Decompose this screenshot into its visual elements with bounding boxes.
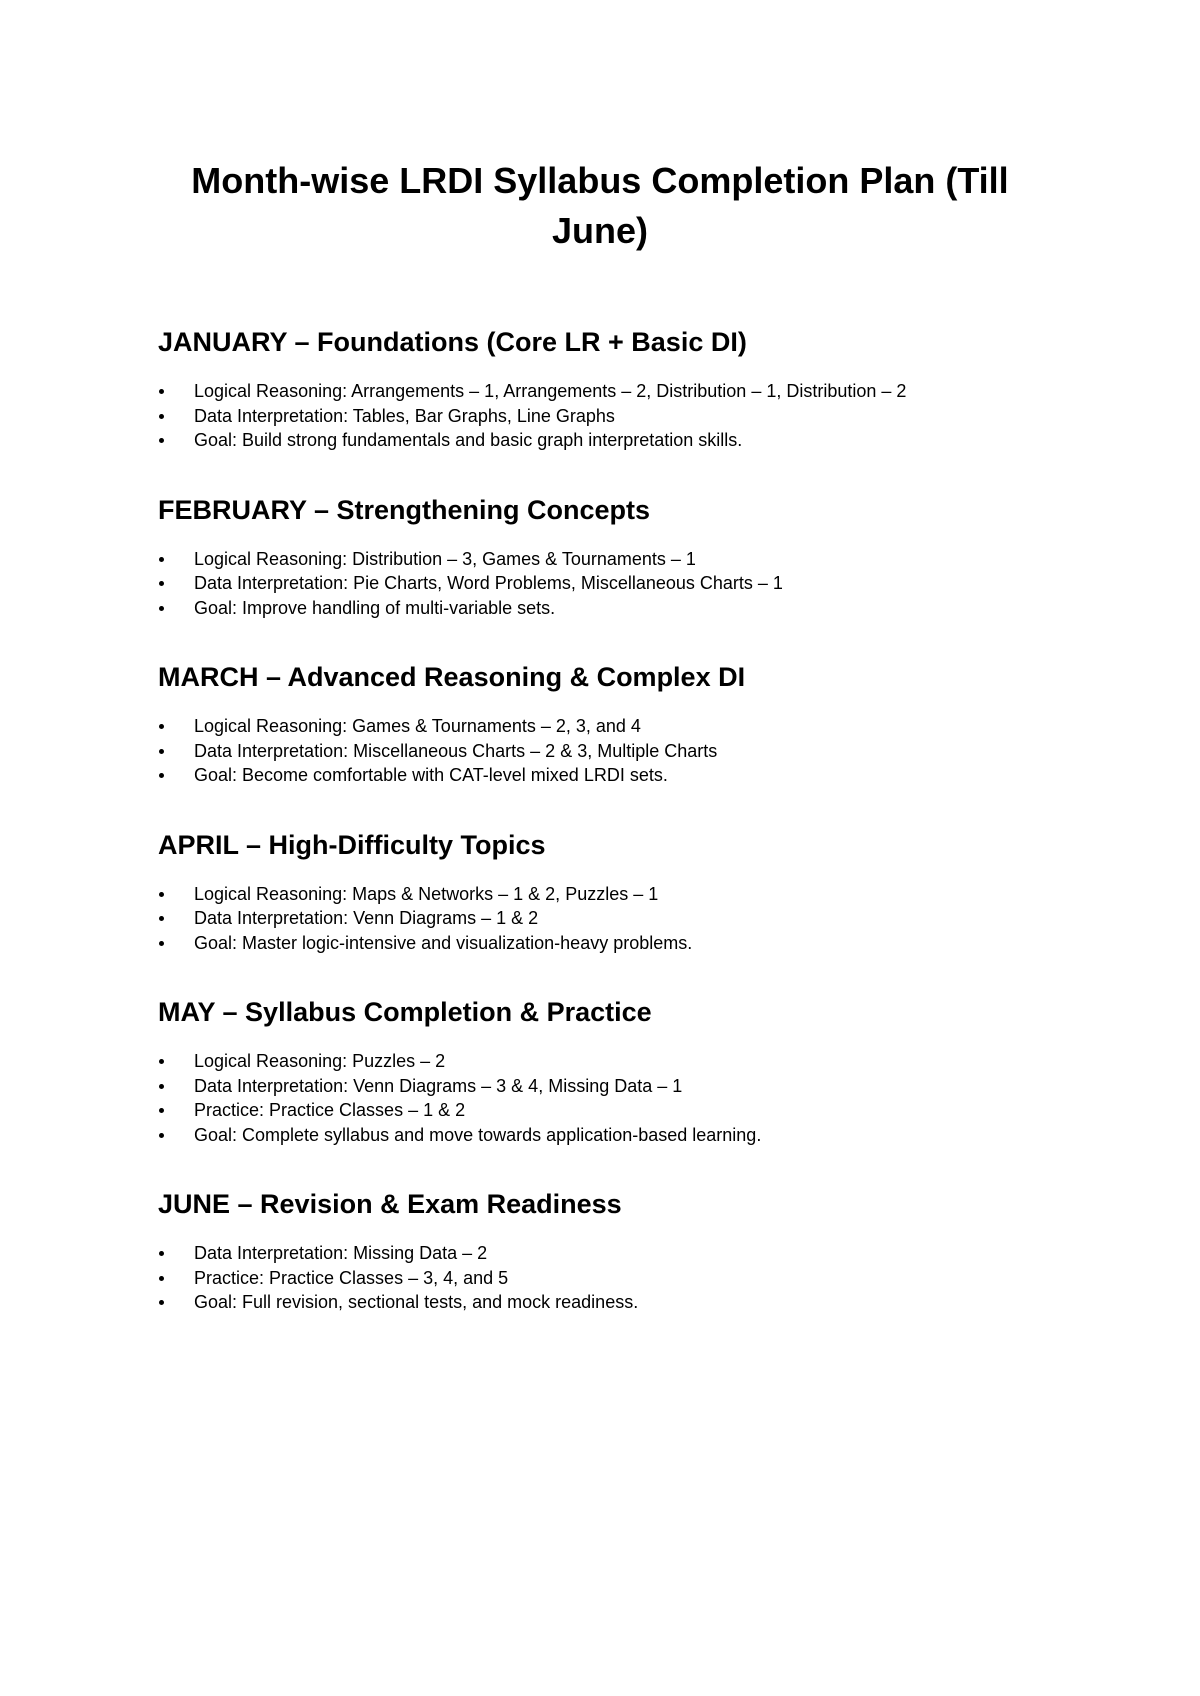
bullet-icon bbox=[159, 389, 164, 394]
list-item-text: Logical Reasoning: Games & Tournaments – 2, 3, and 4 bbox=[194, 716, 641, 736]
bullet-list bbox=[158, 1241, 1118, 1315]
bullet-icon bbox=[159, 557, 164, 562]
list-item bbox=[158, 714, 1118, 739]
list-item bbox=[158, 596, 1118, 621]
bullet-list bbox=[158, 882, 1118, 956]
list-item bbox=[158, 1290, 1118, 1315]
list-item bbox=[158, 1074, 1118, 1099]
section-june bbox=[158, 1187, 1118, 1315]
document-title: Month-wise LRDI Syllabus Completion Plan (Till June) bbox=[191, 160, 1009, 251]
list-item-text: Data Interpretation: Tables, Bar Graphs, Line Graphs bbox=[194, 405, 615, 426]
section-may bbox=[158, 995, 1118, 1147]
list-item-text: Practice: Practice Classes – 3, 4, and 5 bbox=[194, 1267, 509, 1288]
section-heading: APRIL – High-Difficulty Topics bbox=[158, 829, 546, 860]
list-item bbox=[158, 882, 1118, 907]
bullet-list bbox=[158, 379, 1118, 453]
month-sections bbox=[158, 325, 1118, 1355]
bullet-icon bbox=[159, 1276, 164, 1281]
list-item-text: Data Interpretation: Missing Data – 2 bbox=[194, 1243, 488, 1263]
bullet-icon bbox=[159, 1300, 164, 1305]
list-item bbox=[158, 1241, 1118, 1266]
list-item bbox=[158, 1098, 1118, 1123]
bullet-icon bbox=[159, 773, 164, 778]
bullet-icon bbox=[159, 749, 164, 754]
list-item bbox=[158, 428, 1118, 453]
list-item-text: Goal: Become comfortable with CAT-level mixed LRDI sets. bbox=[194, 765, 668, 785]
bullet-list bbox=[158, 1049, 1118, 1147]
bullet-icon bbox=[159, 724, 164, 729]
bullet-icon bbox=[159, 1084, 164, 1089]
section-heading: JUNE – Revision & Exam Readiness bbox=[158, 1189, 622, 1219]
list-item-text: Goal: Complete syllabus and move towards application-based learning. bbox=[194, 1124, 762, 1145]
list-item-text: Goal: Full revision, sectional tests, and mock readiness. bbox=[194, 1292, 639, 1312]
list-item-text: Logical Reasoning: Distribution – 3, Games & Tournaments – 1 bbox=[194, 548, 696, 569]
list-item bbox=[158, 379, 1118, 404]
section-february bbox=[158, 493, 1118, 621]
list-item-text: Logical Reasoning: Puzzles – 2 bbox=[194, 1051, 446, 1071]
bullet-icon bbox=[159, 606, 164, 611]
section-heading: FEBRUARY – Strengthening Concepts bbox=[158, 494, 651, 525]
list-item-text: Goal: Build strong fundamentals and basic graph interpretation skills. bbox=[194, 430, 743, 450]
list-item bbox=[158, 931, 1118, 956]
bullet-list bbox=[158, 714, 1118, 788]
list-item-text: Goal: Master logic-intensive and visualization-heavy problems. bbox=[194, 932, 693, 953]
section-heading: JANUARY – Foundations (Core LR + Basic DI) bbox=[158, 327, 747, 357]
bullet-icon bbox=[159, 1251, 164, 1256]
section-april bbox=[158, 828, 1118, 956]
list-item bbox=[158, 739, 1118, 764]
section-march bbox=[158, 660, 1118, 788]
list-item bbox=[158, 1266, 1118, 1291]
section-heading: MARCH – Advanced Reasoning & Complex DI bbox=[158, 662, 746, 692]
bullet-icon bbox=[159, 916, 164, 921]
section-heading: MAY – Syllabus Completion & Practice bbox=[158, 997, 652, 1027]
list-item bbox=[158, 763, 1118, 788]
list-item bbox=[158, 1049, 1118, 1074]
list-item-text: Data Interpretation: Venn Diagrams – 3 & 4, Missing Data – 1 bbox=[194, 1075, 683, 1096]
bullet-icon bbox=[159, 581, 164, 586]
list-item-text: Data Interpretation: Pie Charts, Word Problems, Miscellaneous Charts – 1 bbox=[194, 573, 783, 593]
list-item bbox=[158, 404, 1118, 429]
bullet-icon bbox=[159, 941, 164, 946]
list-item-text: Logical Reasoning: Arrangements – 1, Arrangements – 2, Distribution – 1, Distribution – 2 bbox=[194, 381, 907, 401]
bullet-icon bbox=[159, 892, 164, 897]
section-january bbox=[158, 325, 1118, 453]
bullet-icon bbox=[159, 1108, 164, 1113]
list-item-text: Goal: Improve handling of multi-variable sets. bbox=[194, 597, 556, 618]
list-item bbox=[158, 906, 1118, 931]
bullet-list bbox=[158, 547, 1118, 621]
list-item-text: Practice: Practice Classes – 1 & 2 bbox=[194, 1100, 466, 1120]
list-item bbox=[158, 547, 1118, 572]
bullet-icon bbox=[159, 438, 164, 443]
list-item-text: Logical Reasoning: Maps & Networks – 1 & 2, Puzzles – 1 bbox=[194, 883, 659, 904]
bullet-icon bbox=[159, 1059, 164, 1064]
list-item bbox=[158, 1123, 1118, 1148]
list-item-text: Data Interpretation: Venn Diagrams – 1 & 2 bbox=[194, 908, 539, 928]
list-item-text: Data Interpretation: Miscellaneous Charts – 2 & 3, Multiple Charts bbox=[194, 740, 718, 761]
list-item bbox=[158, 571, 1118, 596]
bullet-icon bbox=[159, 1133, 164, 1138]
bullet-icon bbox=[159, 414, 164, 419]
